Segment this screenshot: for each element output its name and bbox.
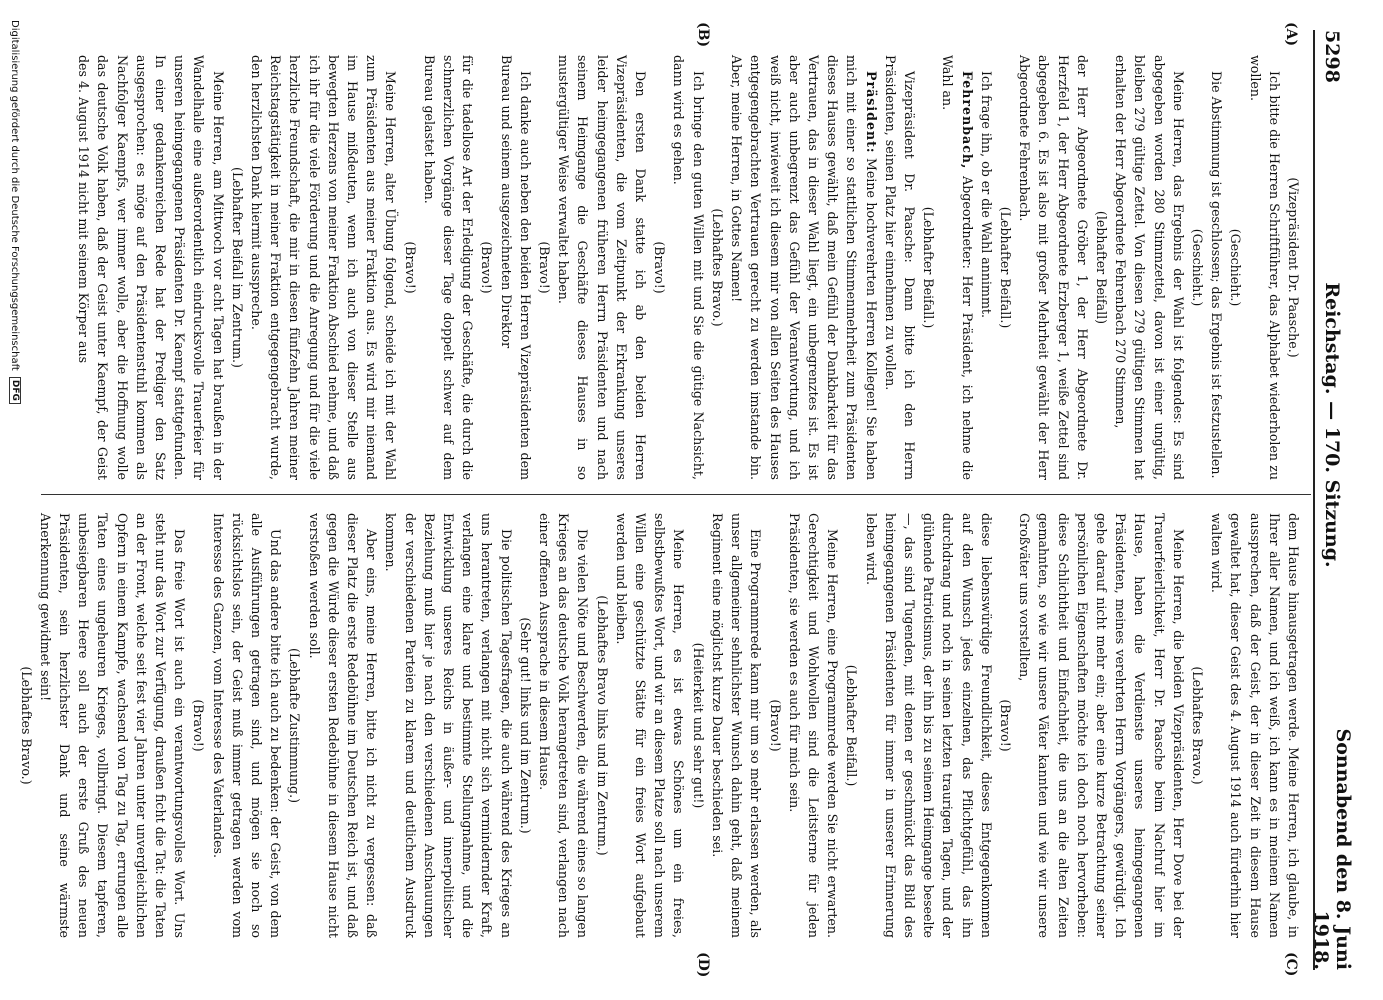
paragraph-text: dem Hause hinausgetragen werde. Meine Herren, ich glaube, in Ihrer aller Namen, und ich weiß, ich kann es in meinem Namen aussprechen, daß der Geist, der in dieser Zeit in diesem Hause gewaltet hat, dieser Geist des 4. August 1914 auch fürderhin hier walten wird. — [1209, 513, 1301, 938]
paragraph-text: (Lebhaftes Bravo links und im Zentrum.) — [594, 595, 610, 856]
paragraph — [228, 55, 247, 480]
paragraph-text: Den ersten Dank statte ich ab den beiden Herren Vizepräsidenten, die vom Zeitpunkt der Erkrankung unseres leider heimgegangenen früheren Herrn Präsidenten und nach seinem Heimgange die Geschäfte dieses Hauses in so mustergültiger Weise verwaltet haben. — [556, 55, 649, 480]
digitization-credit: Digitalisierung gefördert durch die Deutsche Forschungsgemeinschaft — [9, 20, 21, 371]
paragraph — [842, 513, 861, 938]
paragraph-text: Ich bitte die Herren Schriftführer, das Alphabet wiederholen zu wollen. — [1247, 55, 1282, 480]
paragraph-text: Ich danke auch neben den beiden Herren Vizepräsidenten dem Bureau und seinem ausgezeichneten Direktor — [498, 55, 533, 480]
paragraph-text: Die politischen Tagesfragen, die auch während des Krieges an uns herantreten, verlangen mit nicht sich vermindernder Kraft, verlangen eine klare und bestimmte Stellungnahme, und die Entwicklung unseres Reichs in äußer- und innerpolitischer Beziehung muß hier je nach den verschiedenen Anschauungen der verschiedenen Parteien zu klarem und deutlichem Ausdruck kommen. — [383, 513, 514, 938]
paragraph — [1015, 513, 1188, 938]
paragraph-text: (Bravo!) — [402, 241, 418, 294]
paragraph-text: (Lebhafter Beifall.) — [844, 664, 860, 787]
paragraph — [189, 513, 208, 938]
paragraph-text: (Lebhafter Beifall.) — [921, 206, 937, 329]
paragraph-text: Meine Herren, alter Übung folgend, scheide ich mit der Wahl zum Präsidenten aus meiner Fraktion aus. Es wird mir niemand im Hause mißdeuten, wenn ich auch von dieser Stelle aus bewegten Herzens von meiner Fraktion Abschied nehme, und daß ich ihr für die viele Förderung und die Anregung und für die viele herzliche Freundschaft, die mir in diesen fünfzehn Jahren meiner Reichstagstätigkeit in meiner Fraktion entgegengebracht wurde, den herzlichsten Dank hiermit ausspreche. — [249, 55, 399, 480]
speaker-name: Fehrenbach, — [959, 71, 975, 170]
page-header — [1310, 30, 1354, 970]
paragraph-text: (Sehr gut! links und im Zentrum.) — [517, 617, 533, 834]
paragraph-text: Die Abstimmung ist geschlossen; das Ergebnis ist festzustellen. — [1209, 71, 1225, 479]
paragraph-text: Eine Programmrede kann mir um so mehr erlassen werden, als unser allgemeiner sehnlichster Wunsch dahin geht, daß meinem Regiment eine möglichst kurze Dauer beschieden sei. — [709, 513, 764, 938]
paragraph — [765, 513, 784, 938]
paragraph — [74, 55, 228, 480]
session-title: Reichstag. — 170. Sitzung. — [1321, 282, 1343, 568]
paragraph — [938, 55, 976, 480]
page-number: 5298 — [1321, 30, 1343, 83]
paragraph-text: für die tadellose Art der Erledigung der Geschäfte, die durch die schmerzlichen Vorgänge dieser Tage doppelt schwer auf dem Bureau gelastet haben. — [421, 55, 476, 480]
paragraph-text: Die vielen Nöte und Beschwerden, die während eines so langen Krieges an das deutsche Volk herangetreten sind, verlangen nach einer offenen Aussprache in diesem Hause. — [537, 513, 591, 938]
paragraph-text: (lebhafter Beifall) — [1093, 210, 1109, 325]
paragraph — [669, 55, 707, 480]
paragraph-text: Und das andere bitte ich auch zu bedenken: der Geist, von dem alle Ausführungen getragen sind, und mögen sie noch so rücksichtslos sein, der Geist muß immer getragen werden vom Interesse des Ganzen, vom Interesse des Vaterlandes. — [210, 513, 284, 938]
paragraph — [381, 513, 515, 938]
paragraph-text: Ich bringe den guten Willen mit und Sie die gütige Nachsicht, dann wird es gehen. — [671, 55, 706, 480]
paragraph — [1226, 55, 1245, 480]
paragraph-text: Abgeordneter: Herr Präsident, ich nehme die Wahl an. — [940, 55, 975, 480]
paragraph-text: (Lebhafter Beifall im Zentrum.) — [229, 167, 245, 368]
paragraph — [420, 55, 478, 480]
paragraph-text: Meine Herren, es ist etwas Schönes um ein freies, selbstbewußtes Wort, und wir an diesem Platze soll nach unserem Willen eine geschützte Stätte für ein freies Wort aufgebaut werden und bleiben. — [613, 513, 687, 938]
paragraph — [535, 55, 554, 480]
paragraph-text: Meine Herren, am Mittwoch vor acht Tagen hat braußen in der Wandelhalle eine außerordentlich eindrucksvolle Trauerfeier für unseren heimgegangenen Präsidenten Dr. Kaempf stattgefunden. In einer gedankenreichen Rede hat der Prediger den Satz ausgesprochen: es möge auf den Präsidentenstuhl kommen als Nachfolger Kaempfs, wer immer wolle, aber die Hoffnung wolle das deutsche Volk haben, daß der Geist unter Kaempf, der Geist des 4. August 1914 nicht mit seinem Körper aus — [76, 55, 226, 480]
paragraph — [285, 513, 304, 938]
paragraph — [689, 513, 708, 938]
paragraph-text: (Lebhafte Zustimmung.) — [287, 647, 303, 804]
paragraph — [727, 55, 881, 480]
paragraph-text: (Bravo!) — [191, 699, 207, 752]
paragraph-text: (Heiterkeit und sehr gut!) — [690, 642, 706, 809]
paragraph-text: (Bravo!) — [537, 241, 553, 294]
paragraph — [516, 513, 535, 938]
paragraph-text: Meine Herren, eine Programmrede werden Sie nicht erwarten. Gerechtigkeit und Wohlwollen sind die Leitsterne für jeden Präsidenten, sie werden es auch für mich sein. — [786, 513, 841, 938]
paragraph — [1015, 55, 1092, 480]
header-rule — [1313, 30, 1315, 970]
paragraph — [1284, 55, 1303, 480]
right-text-column — [18, 513, 1303, 938]
paragraph — [861, 513, 995, 938]
paragraph — [996, 513, 1015, 938]
paragraph — [554, 55, 650, 480]
paragraph — [208, 513, 285, 938]
paragraph — [612, 513, 689, 938]
margin-marker-a: (A) — [1283, 22, 1299, 47]
speaker-name: Präsident: — [863, 71, 879, 154]
paragraph — [247, 55, 401, 480]
paragraph-text: Meine Herren, die beiden Vizepräsidenten, Herr Dove bei der Trauerfeierlichkeit, Herr Dr. Paasche beim Nachruf hier im Hause, haben die Verdienste unseres heimgegangenen Präsidenten, meines verehrten Herrn Vorgängers, gewürdigt. Ich gehe darauf nicht mehr ein; aber eine kurze Betrachtung seiner persönlichen Eigenschaften möchte ich doch noch hervorheben: diese Schlichtheit und Einfachheit, die uns an die alten Zeiten gemahnten, so wie wir unsere Väter kannten und wie wir unsere Großväter uns vorstellten, — [1017, 513, 1186, 938]
paragraph-text: (Lebhaftes Bravo.) — [1189, 666, 1205, 785]
paragraph — [1207, 513, 1303, 938]
paragraph — [1111, 55, 1188, 480]
paragraph — [592, 513, 611, 938]
paragraph — [1245, 55, 1283, 480]
paragraph-text: (Geschieht.) — [1189, 228, 1205, 307]
session-date: Sonnabend den 8. Juni 1918. — [1310, 728, 1354, 970]
paragraph — [496, 55, 534, 480]
paragraph — [1207, 55, 1226, 480]
paragraph — [708, 55, 727, 480]
paragraph-text: (Bravo!) — [997, 699, 1013, 752]
paragraph-text: Das freie Wort ist auch ein verantwortungsvolles Wort. Uns steht nur das Wort zur Verfügung, draußen ficht die Tat: die Taten an der Front, welche seit fest vier Jahren unter unvergleichlichen Opfern in einem Kampfe, wachsend von Tag zu Tag, errungen alle Taten eines ungeheuren Krieges, vollbringt. Diesem tapferen, unbesiegbaren Heere soll auch der erste Gruß des neuen Präsidenten, sein herzlichster Dank und seine wärmste Anerkennung gewidmet sein! — [37, 513, 188, 938]
paragraph-text: diese liebenswürdige Freundlichkeit, dieses Entgegenkommen auf den Wunsch jedes einzelnen, das Pflichtgefühl, das ihn durchdrang und noch in seinen letzten traurigen Tagen, und der glühende Patriotismus, der ihn bis zu seinem Heimgange beseelte —, das sind Tugenden, mit denen er geschmückt das Bild des heimgegangenen Präsidenten für immer in unserer Erinnerung leben wird. — [863, 513, 994, 938]
paragraph — [304, 513, 381, 938]
paragraph-text: Meine hochverehrten Herren Kollegen! Sie haben mich mit einer so stattlichen Stimmenmehrheit zum Präsidenten dieses Hauses gewählt, daß mein Gefühl der Dankbarkeit für das Vertrauen, das in dieser Wahl liegt, ein unbegrenztes ist. Es ist aber auch unbegrenzt das Gefühl der Verantwortung, und ich weiß nicht, inwieweit ich diesem mir von allen Seiten des Hauses entgegengebrachten Vertrauen gerecht zu werden imstande bin. Aber, meine Herren, in Gottes Namen! — [729, 55, 879, 480]
paragraph-text: Aber eins, meine Herren, bitte ich nicht zu vergessen: daß dieser Platz die erste Redebühne im Deutschen Reich ist, und daß gegen die Würde dieser ersten Redebühne in diesem Hause nicht verstoßen werden soll. — [306, 513, 380, 938]
paragraph — [1188, 513, 1207, 938]
paragraph-text: (Lebhafter Beifall.) — [997, 206, 1013, 329]
paragraph-text: (Lebhaftes Bravo.) — [709, 208, 725, 327]
paragraph-text: (Bravo!) — [767, 699, 783, 752]
paragraph-text: Ich frage ihn, ob er die Wahl annimmt. — [978, 71, 994, 318]
paragraph-text: der Herr Abgeordnete Gröber 1, der Herr Abgeordnete Dr. Herzfeld 1, der Herr Abgeordnete Erzberger 1, weiße Zettel sind abgegeben 6. Es ist also mit großer Mehrheit gewählt der Herr Abgeordnete Fehrenbach. — [1017, 55, 1090, 480]
page-footer — [7, 20, 23, 980]
margin-marker-b: (B) — [695, 22, 711, 48]
paragraph — [36, 513, 190, 938]
margin-marker-c: (C) — [1283, 952, 1299, 977]
paragraph-text: (Bravo!) — [652, 241, 668, 294]
paragraph-text: (Lebhaftes Bravo.) — [18, 666, 34, 785]
paragraph — [977, 55, 996, 480]
paragraph — [1092, 55, 1111, 480]
paragraph — [400, 55, 419, 480]
paragraph — [785, 513, 843, 938]
paragraph — [1188, 55, 1207, 480]
paragraph — [708, 513, 766, 938]
left-text-column — [43, 55, 1303, 480]
paragraph — [919, 55, 938, 480]
paragraph-text: Meine Herren, das Ergebnis der Wahl ist folgendes: Es sind abgegeben worden 280 Stimmzettel, davon ist einer ungültig, bleiben 279 gültige Zettel. Von diesen 279 gültigen Stimmen hat erhalten der Herr Abgeordnete Fehrenbach 270 Stimmen, — [1113, 55, 1186, 480]
paragraph — [881, 55, 919, 480]
paragraph — [996, 55, 1015, 480]
paragraph — [650, 55, 669, 480]
paragraph — [535, 513, 593, 938]
paragraph-text: (Geschieht.) — [1228, 228, 1244, 307]
dfg-logo: DFG — [9, 377, 21, 404]
paragraph — [477, 55, 496, 480]
margin-marker-d: (D) — [695, 952, 711, 978]
column-divider — [41, 494, 1311, 495]
paragraph-text: Vizepräsident Dr. Paasche: Dann bitte ich den Herrn Präsidenten, seinen Platz hier einnehmen zu wollen. — [882, 55, 917, 480]
paragraph-text: (Vizepräsident Dr. Paasche.) — [1286, 177, 1301, 358]
paragraph-text: (Bravo!) — [479, 241, 495, 294]
